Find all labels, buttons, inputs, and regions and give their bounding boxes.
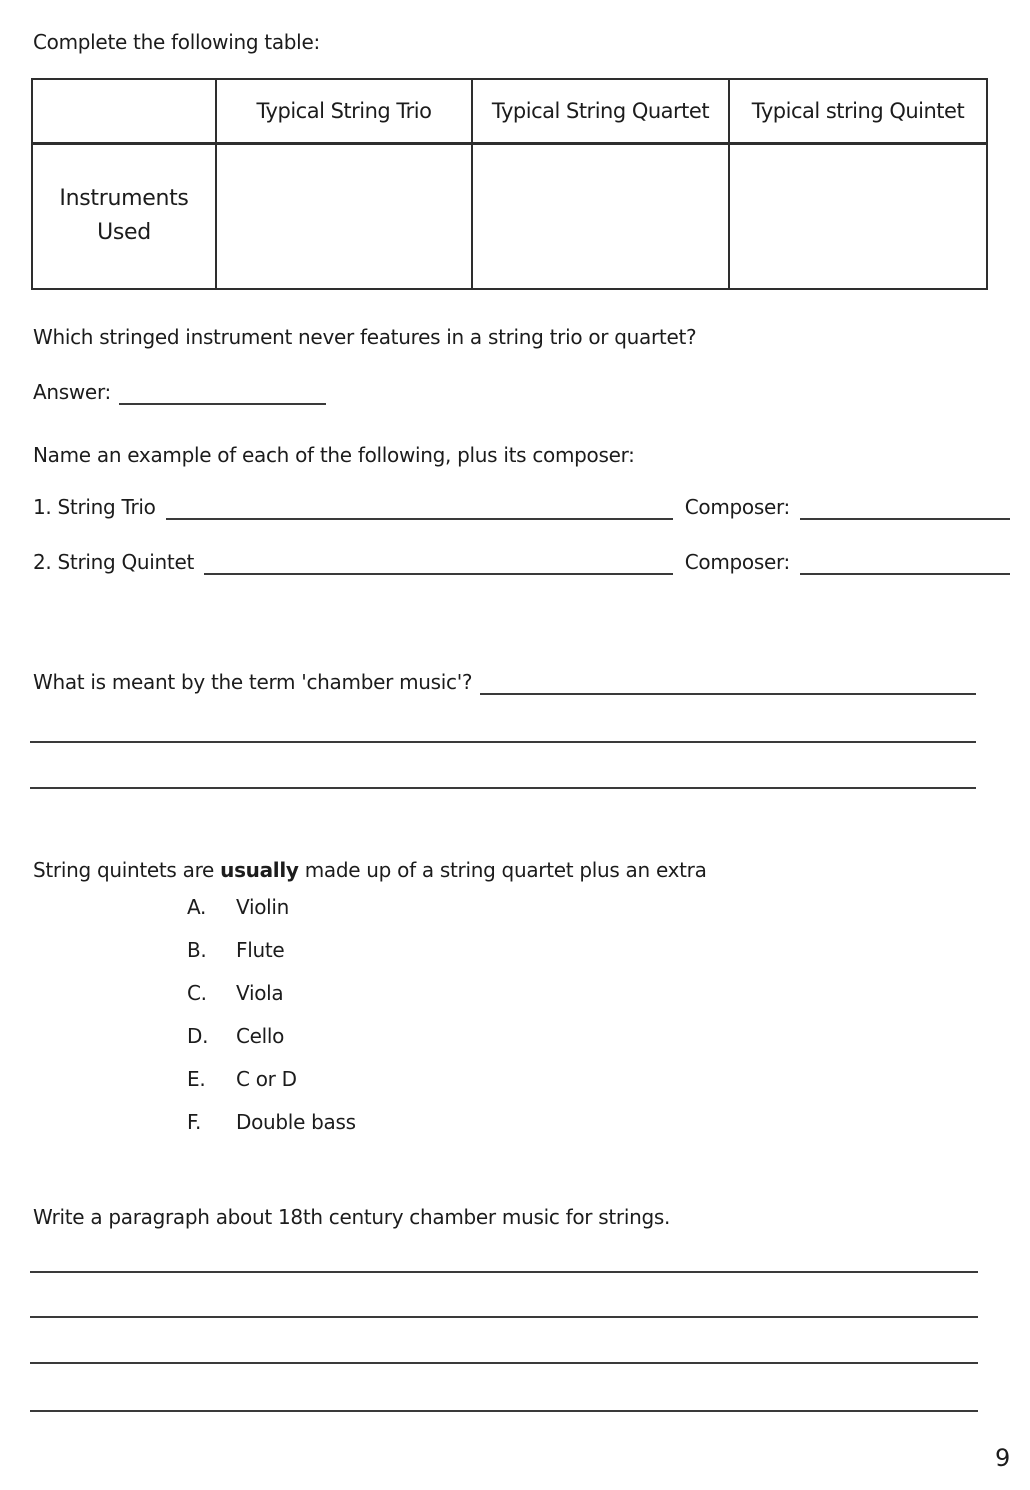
option-letter: E. [187,1067,206,1091]
writing-line [30,1362,978,1364]
composer-label: Composer: [684,550,790,574]
example-blank-line [166,510,673,520]
option-row-double-bass [187,1108,356,1151]
option-row-cello [187,1022,356,1065]
option-letter: F. [187,1110,202,1134]
table-row-label-instruments-used: Instruments Used [32,143,216,289]
table-header-row [32,79,987,143]
option-text: Double bass [236,1110,356,1134]
composer-blank-line [800,565,1010,575]
option-row-viola [187,979,356,1022]
writing-line [30,741,976,743]
table-cell-quartet-instruments [472,143,729,289]
option-text: Cello [236,1024,285,1048]
option-row-violin [187,893,356,936]
answer-blank-line [119,395,326,405]
option-text: Flute [236,938,285,962]
chamber-music-blank-line [480,685,976,695]
option-row-c-or-d [187,1065,356,1108]
writing-line [30,787,976,789]
table-header-string-trio: Typical String Trio [216,79,472,143]
answer-row [33,378,335,406]
quintet-mc-prompt-prefix: String quintets are [33,858,221,882]
composer-label: Composer: [684,495,790,519]
quintet-mc-prompt-suffix: made up of a string quartet plus an extra [298,858,707,882]
example-row-string-quintet [33,548,1010,576]
table-header-string-quintet: Typical string Quintet [729,79,987,143]
instruments-table [31,78,988,290]
page-number: 9 [995,1444,1010,1472]
answer-label: Answer: [33,380,111,404]
option-letter: C. [187,981,207,1005]
option-letter: D. [187,1024,209,1048]
table-instruction: Complete the following table: [33,30,320,54]
paragraph-prompt: Write a paragraph about 18th century chamber music for strings. [33,1205,671,1229]
table-header-empty [32,79,216,143]
chamber-music-question: What is meant by the term 'chamber music'? [33,670,473,694]
composer-blank-line [800,510,1010,520]
table-cell-quintet-instruments [729,143,987,289]
option-text: Viola [236,981,284,1005]
writing-line [30,1316,978,1318]
example-blank-line [204,565,673,575]
example-label-string-trio: 1. String Trio [33,495,156,519]
quintet-mc-options [187,893,356,1151]
table-cell-trio-instruments [216,143,472,289]
example-label-string-quintet: 2. String Quintet [33,550,195,574]
option-row-flute [187,936,356,979]
writing-line [30,1271,978,1273]
question-never-features: Which stringed instrument never features in a string trio or quartet? [33,325,697,349]
table-row [32,143,987,289]
example-row-string-trio [33,493,1010,521]
quintet-mc-prompt-bold: usually [220,858,299,882]
examples-prompt: Name an example of each of the following, plus its composer: [33,443,635,467]
quintet-mc-prompt [33,856,707,884]
option-letter: B. [187,938,207,962]
table-header-string-quartet: Typical String Quartet [472,79,729,143]
option-text: C or D [236,1067,297,1091]
writing-line [30,1410,978,1412]
option-letter: A. [187,895,207,919]
option-text: Violin [236,895,290,919]
chamber-music-row [33,668,976,696]
